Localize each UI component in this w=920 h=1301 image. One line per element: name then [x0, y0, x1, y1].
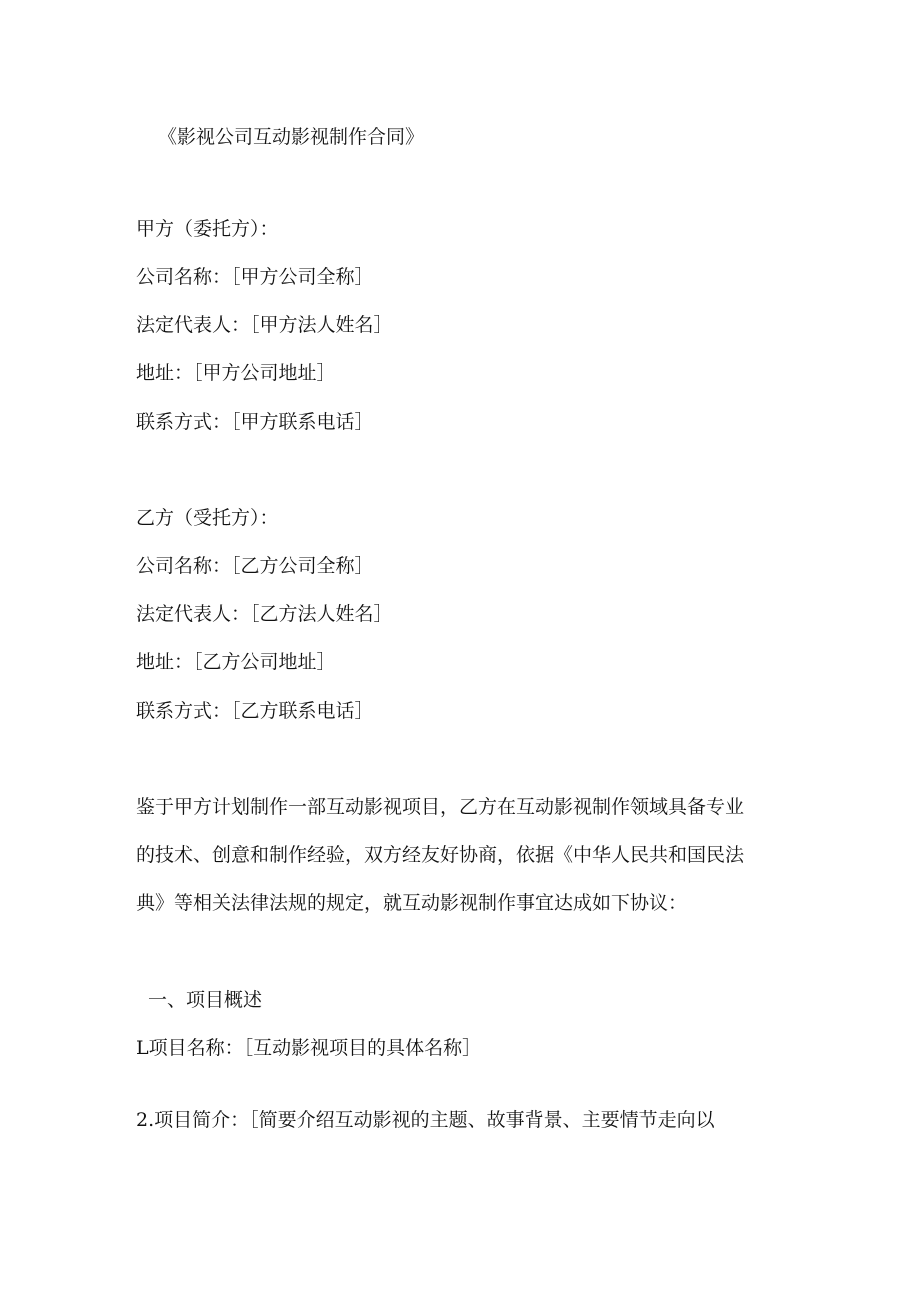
preamble-line: 的技术、创意和制作经验，双方经友好协商，依据《中华人民共和国民法 — [136, 844, 745, 866]
section-1-item-1: L项目名称：［互动影视项目的具体名称］ — [136, 1037, 482, 1059]
party-b-heading: 乙方（受托方）： — [136, 507, 279, 529]
preamble-line: 鉴于甲方计划制作一部互动影视项目，乙方在互动影视制作领域具备专业 — [136, 796, 745, 818]
party-b-company: 公司名称：［乙方公司全称］ — [136, 555, 374, 577]
party-b-representative: 法定代表人：［乙方法人姓名］ — [136, 603, 393, 625]
party-a-address: 地址：［甲方公司地址］ — [136, 362, 336, 384]
preamble-line: 典》等相关法律法规的规定，就互动影视制作事宜达成如下协议： — [136, 892, 688, 914]
document-title: 《影视公司互动影视制作合同》 — [158, 126, 425, 148]
party-b-contact: 联系方式：［乙方联系电话］ — [136, 700, 374, 722]
section-1-item-2: 2.项目简介：［简要介绍互动影视的主题、故事背景、主要情节走向以 — [136, 1109, 715, 1131]
party-a-contact: 联系方式：［甲方联系电话］ — [136, 411, 374, 433]
party-a-company: 公司名称：［甲方公司全称］ — [136, 266, 374, 288]
party-b-address: 地址：［乙方公司地址］ — [136, 651, 336, 673]
section-1-heading: 一、项目概述 — [148, 989, 263, 1011]
party-a-heading: 甲方（委托方）： — [136, 218, 279, 240]
party-a-representative: 法定代表人：［甲方法人姓名］ — [136, 314, 393, 336]
